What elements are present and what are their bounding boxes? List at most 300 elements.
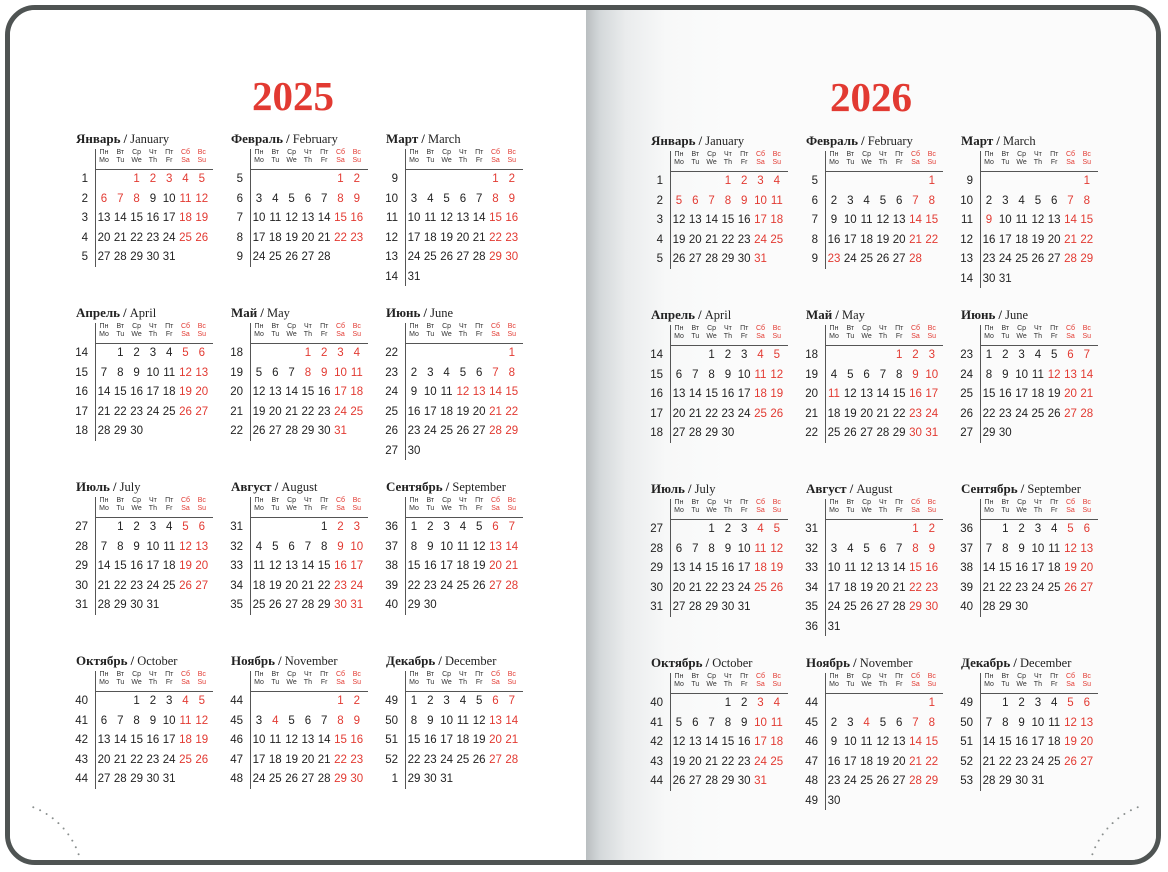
day-cell: 2 (149, 173, 157, 185)
month-name-ru: Май (806, 307, 833, 322)
day-cell: 20 (876, 581, 890, 594)
day-cell: 7 (708, 194, 715, 207)
day-cell: 7 (692, 368, 699, 381)
weekday-ru: Сб (910, 325, 921, 332)
weekday-ru: Чт (878, 673, 887, 680)
weekday-ru: Пт (165, 149, 174, 156)
weekday-en: Sa (181, 679, 190, 686)
weekday-en: Fr (165, 157, 173, 164)
day-cell: 11 (269, 212, 282, 224)
day-cell: 4 (757, 349, 764, 361)
weekday-en: Mo (829, 507, 839, 514)
day-cell: 21 (301, 579, 315, 592)
week-number: 47 (230, 753, 243, 766)
weekday-ru: Пт (475, 497, 484, 504)
weekday-ru: Вс (1082, 325, 1091, 332)
day-cell: 21 (505, 560, 519, 572)
day-cell: 29 (892, 427, 906, 439)
weekday-en: Fr (1050, 333, 1058, 340)
week-number: 48 (805, 775, 818, 787)
weekday-en: Tu (116, 157, 125, 164)
day-cell: 20 (301, 753, 315, 766)
day-cell: 13 (876, 562, 890, 574)
day-cell: 25 (456, 753, 470, 766)
weekday-header (981, 673, 997, 689)
day-cell: 5 (255, 366, 263, 379)
month-name-ru: Июль (76, 479, 110, 494)
day-cell: 24 (827, 601, 841, 613)
day-cell: 29 (998, 775, 1012, 787)
day-cell: 29 (489, 251, 502, 263)
day-cell: 22 (721, 233, 735, 246)
weekday-header (875, 151, 891, 167)
weekday-en: Th (303, 331, 312, 338)
day-cell: 25 (179, 753, 192, 766)
weekday-header (316, 671, 332, 687)
day-cell: 6 (198, 347, 205, 359)
day-cell: 26 (472, 753, 486, 766)
day-cell: 31 (925, 427, 939, 439)
day-cell: 11 (163, 540, 176, 553)
weekday-en: Su (352, 157, 362, 164)
weekday-header (333, 149, 349, 165)
day-cell: 15 (113, 560, 127, 572)
weekday-ru: Пн (984, 499, 994, 506)
day-cell: 18 (456, 560, 470, 572)
day-cell: 11 (456, 714, 469, 727)
day-cell: 4 (863, 716, 870, 729)
day-cell: 21 (705, 755, 718, 768)
weekday-ru: Пт (475, 149, 484, 156)
day-cell: 10 (350, 540, 364, 553)
week-number: 53 (960, 775, 973, 787)
day-cell: 11 (754, 542, 767, 555)
day-cell: 29 (407, 773, 421, 785)
day-cell: 8 (724, 716, 732, 729)
weekday-header (112, 323, 128, 339)
weekday-header (842, 499, 858, 515)
day-cell: 14 (505, 714, 519, 727)
weekday-en: Su (352, 679, 362, 686)
weekday-header (891, 499, 907, 515)
day-cell: 4 (443, 366, 450, 379)
weekday-header (720, 151, 736, 167)
day-cell: 2 (353, 173, 360, 185)
day-cell: 2 (149, 695, 157, 707)
month-title (961, 133, 1036, 149)
weekday-header (875, 325, 891, 341)
weekday-header (720, 325, 736, 341)
weekday-en: Sa (911, 159, 920, 166)
week-number: 47 (805, 755, 818, 768)
day-cell: 26 (472, 579, 486, 592)
weekday-ru: Сб (910, 673, 921, 680)
week-number: 37 (960, 542, 973, 555)
weekday-header (891, 673, 907, 689)
weekday-header (316, 497, 332, 513)
weekday-en: Th (878, 507, 887, 514)
weekday-ru: Ср (1017, 325, 1027, 332)
title-separator: / (995, 308, 1006, 322)
day-cell: 25 (268, 773, 282, 785)
weekday-header (455, 323, 471, 339)
day-cell: 26 (195, 753, 209, 766)
month-name-ru: Декабрь (961, 655, 1011, 670)
week-number: 39 (960, 581, 973, 594)
weekday-header (1079, 499, 1095, 515)
weekday-ru: Сб (180, 323, 191, 330)
weekday-ru: Вс (927, 151, 936, 158)
day-cell: 21 (1064, 233, 1077, 246)
weekday-en: Th (458, 331, 467, 338)
day-cell: 13 (456, 212, 470, 224)
day-cell: 11 (754, 368, 767, 381)
day-cell: 5 (773, 523, 780, 535)
day-cell: 16 (146, 212, 160, 224)
day-cell: 17 (925, 388, 939, 400)
day-cell: 10 (334, 366, 347, 379)
week-number: 9 (966, 175, 973, 187)
weekday-header (422, 149, 438, 165)
day-cell: 10 (440, 714, 453, 727)
weekday-header (753, 673, 769, 689)
weekday-en: Th (458, 505, 467, 512)
day-cell: 17 (407, 231, 421, 244)
day-cell: 19 (285, 753, 298, 766)
weekday-en: Sa (756, 507, 765, 514)
weekday-en: Mo (254, 679, 264, 686)
weekday-header (769, 151, 785, 167)
day-cell: 6 (100, 192, 108, 205)
day-cell: 30 (721, 601, 735, 613)
weekday-ru: Пт (165, 497, 174, 504)
weekday-ru: Чт (878, 499, 887, 506)
weekday-ru: Пт (1050, 325, 1059, 332)
weekday-en: Tu (846, 159, 855, 166)
month-1 (76, 131, 222, 291)
week-number: 10 (960, 194, 973, 207)
day-cell: 23 (1015, 581, 1028, 594)
weekday-header (704, 673, 720, 689)
day-cell: 20 (489, 734, 502, 746)
week-number: 45 (230, 714, 243, 727)
weekday-ru: Вс (772, 673, 781, 680)
weekday-header (908, 151, 924, 167)
day-cell: 28 (876, 427, 890, 439)
month-title (806, 655, 913, 671)
day-cell: 10 (252, 212, 266, 224)
day-cell: 9 (830, 214, 838, 226)
day-cell: 3 (740, 349, 748, 361)
day-cell: 11 (424, 212, 437, 224)
decor-dot (1089, 860, 1091, 862)
weekday-ru: Сб (1065, 325, 1076, 332)
day-cell: 17 (737, 562, 751, 574)
day-cell: 18 (350, 386, 364, 398)
day-cell: 11 (179, 714, 192, 727)
weekday-en: Mo (674, 681, 684, 688)
day-cell: 29 (130, 773, 143, 785)
month-name-ru: Июль (651, 481, 685, 496)
weekday-header (422, 671, 438, 687)
day-cell: 26 (285, 251, 298, 263)
day-cell: 26 (268, 599, 282, 611)
weekday-header (1046, 673, 1062, 689)
day-cell: 20 (97, 753, 111, 766)
weekday-en: Fr (1050, 681, 1058, 688)
day-cell: 21 (982, 755, 996, 768)
day-cell: 29 (317, 599, 331, 611)
weekday-en: Th (723, 507, 732, 514)
day-cell: 1 (492, 173, 499, 185)
weekday-en: We (1016, 507, 1027, 514)
day-cell: 16 (721, 562, 735, 574)
day-cell: 29 (505, 425, 519, 437)
day-cell: 21 (1080, 388, 1094, 400)
weekday-header (981, 151, 997, 167)
day-cell: 7 (288, 366, 295, 379)
month-4 (76, 305, 222, 465)
day-cell: 17 (1031, 736, 1045, 748)
day-cell: 29 (113, 425, 127, 437)
day-cell: 3 (1034, 697, 1042, 709)
header-rule (670, 693, 788, 694)
weekday-en: We (131, 157, 142, 164)
header-rule (95, 691, 213, 692)
weekday-ru: Пн (99, 149, 109, 156)
day-cell: 30 (407, 444, 421, 457)
week-number-rule (250, 323, 251, 441)
weekday-header (1030, 499, 1046, 515)
weekday-ru: Вс (507, 149, 516, 156)
month-title (651, 307, 731, 323)
weekday-header (439, 149, 455, 165)
weekday-en: Su (1082, 507, 1092, 514)
day-cell: 7 (879, 368, 887, 381)
month-7 (76, 479, 222, 639)
day-cell: 16 (130, 560, 143, 572)
day-cell: 4 (459, 521, 467, 533)
day-cell: 22 (705, 581, 718, 594)
header-rule (95, 169, 213, 170)
title-separator: / (846, 482, 857, 496)
day-cell: 19 (440, 231, 453, 244)
day-cell: 26 (195, 231, 209, 244)
weekday-ru: Пн (829, 151, 839, 158)
day-cell: 22 (1080, 233, 1094, 246)
day-cell: 24 (146, 579, 160, 592)
weekday-en: Tu (116, 679, 125, 686)
weekday-ru: Пн (409, 497, 419, 504)
day-cell: 12 (285, 734, 298, 746)
week-number: 46 (230, 734, 243, 746)
weekday-en: Su (1082, 333, 1092, 340)
day-cell: 31 (407, 270, 421, 283)
weekday-en: Su (927, 333, 937, 340)
month-5 (231, 305, 377, 465)
week-number-rule (250, 497, 251, 615)
weekday-ru: Пт (895, 673, 904, 680)
weekday-header (488, 323, 504, 339)
weekday-ru: Вс (1082, 499, 1091, 506)
month-name-ru: Октябрь (76, 653, 128, 668)
day-cell: 11 (269, 734, 282, 746)
day-cell: 14 (892, 562, 906, 574)
day-cell: 13 (472, 386, 486, 398)
day-cell: 29 (1080, 253, 1094, 265)
day-cell: 16 (146, 734, 160, 746)
day-cell: 25 (827, 427, 841, 439)
weekday-ru: Чт (1033, 325, 1042, 332)
week-number: 4 (656, 233, 663, 246)
weekday-en: Mo (984, 159, 994, 166)
day-cell: 11 (844, 562, 857, 574)
weekday-header (924, 151, 940, 167)
weekday-ru: Вс (1082, 673, 1091, 680)
week-number: 20 (805, 388, 818, 400)
day-cell: 2 (320, 347, 328, 359)
day-cell: 8 (337, 192, 344, 205)
weekday-ru: Пт (740, 151, 749, 158)
weekday-en: Fr (475, 157, 483, 164)
day-cell: 19 (252, 405, 266, 418)
weekday-ru: Сб (1065, 499, 1076, 506)
day-cell: 14 (472, 212, 486, 224)
weekday-header (161, 149, 177, 165)
week-number: 27 (650, 523, 663, 535)
weekday-ru: Пн (99, 323, 109, 330)
weekday-en: Th (1033, 507, 1042, 514)
weekday-header (349, 149, 365, 165)
weekday-header (504, 149, 520, 165)
day-cell: 17 (350, 560, 364, 572)
day-cell: 19 (876, 755, 890, 768)
day-cell: 4 (1050, 523, 1058, 535)
month-title (231, 653, 338, 669)
weekday-en: Th (723, 159, 732, 166)
day-cell: 19 (860, 581, 873, 594)
weekday-header (842, 325, 858, 341)
day-cell: 27 (1064, 407, 1077, 420)
day-cell: 9 (133, 366, 140, 379)
weekday-ru: Ср (442, 149, 452, 156)
day-cell: 20 (1047, 233, 1061, 246)
weekday-ru: Вт (846, 325, 855, 332)
day-cell: 23 (925, 581, 939, 594)
day-cell: 28 (892, 601, 906, 613)
weekday-en: We (706, 681, 717, 688)
weekday-en: Sa (756, 333, 765, 340)
weekday-en: Sa (336, 505, 345, 512)
day-cell: 8 (985, 368, 993, 381)
day-cell: 7 (985, 716, 993, 729)
day-cell: 14 (705, 214, 718, 226)
day-cell: 28 (97, 599, 111, 611)
week-number-rule (825, 151, 826, 269)
day-cell: 21 (113, 753, 127, 766)
month-title (806, 481, 892, 497)
day-cell: 30 (505, 251, 519, 263)
weekday-ru: Сб (910, 151, 921, 158)
weekday-header (300, 149, 316, 165)
day-cell: 7 (117, 714, 124, 727)
day-cell: 23 (737, 755, 751, 768)
weekday-en: We (1016, 681, 1027, 688)
weekday-en: Tu (691, 159, 700, 166)
day-cell: 30 (721, 427, 735, 439)
day-cell: 21 (705, 233, 718, 246)
month-2 (806, 133, 952, 293)
weekday-header (406, 671, 422, 687)
year-title-2025: 2025 (252, 73, 334, 119)
day-cell: 5 (272, 540, 279, 553)
day-cell: 16 (721, 388, 735, 400)
day-cell: 16 (982, 233, 996, 246)
week-number: 39 (385, 579, 398, 592)
weekday-en: Fr (165, 679, 173, 686)
planner-spread (5, 5, 1161, 865)
weekday-en: Sa (491, 157, 500, 164)
weekday-en: Sa (911, 333, 920, 340)
day-cell: 11 (860, 214, 873, 226)
weekday-header (422, 323, 438, 339)
weekday-header (671, 673, 687, 689)
day-cell: 14 (1064, 214, 1077, 226)
weekday-ru: Пт (1050, 673, 1059, 680)
day-cell: 8 (708, 542, 715, 555)
month-name-en: October (712, 656, 753, 670)
weekday-en: Fr (320, 505, 328, 512)
weekday-header (251, 671, 267, 687)
weekday-en: Su (927, 681, 937, 688)
weekday-header (671, 499, 687, 515)
decor-dot (78, 853, 80, 855)
weekday-en: Sa (1066, 681, 1075, 688)
day-cell: 13 (1080, 542, 1094, 555)
day-cell: 9 (410, 386, 418, 398)
weekday-ru: Ср (132, 671, 142, 678)
day-cell: 22 (334, 231, 347, 244)
week-number: 30 (650, 581, 663, 594)
day-cell: 9 (830, 736, 838, 748)
day-cell: 28 (301, 599, 315, 611)
month-title (386, 305, 453, 321)
day-cell: 22 (909, 581, 922, 594)
decor-dot (80, 860, 82, 862)
day-cell: 6 (272, 366, 279, 379)
week-number: 49 (960, 697, 973, 709)
day-cell: 25 (268, 251, 282, 263)
day-cell: 1 (724, 697, 732, 709)
day-cell: 30 (998, 427, 1012, 439)
day-cell: 1 (928, 175, 935, 187)
day-cell: 3 (1002, 194, 1009, 207)
weekday-ru: Сб (490, 323, 501, 330)
weekday-en: We (441, 505, 452, 512)
day-cell: 16 (317, 386, 331, 398)
day-cell: 20 (672, 581, 686, 594)
day-cell: 26 (876, 775, 890, 787)
left-page (10, 10, 586, 860)
day-cell: 9 (1002, 368, 1009, 381)
day-cell: 18 (1015, 233, 1028, 246)
day-cell: 9 (149, 714, 157, 727)
day-cell: 28 (909, 253, 922, 265)
title-separator: / (695, 134, 706, 148)
day-cell: 20 (301, 231, 315, 244)
weekday-ru: Пн (99, 497, 109, 504)
day-cell: 26 (1031, 253, 1045, 265)
